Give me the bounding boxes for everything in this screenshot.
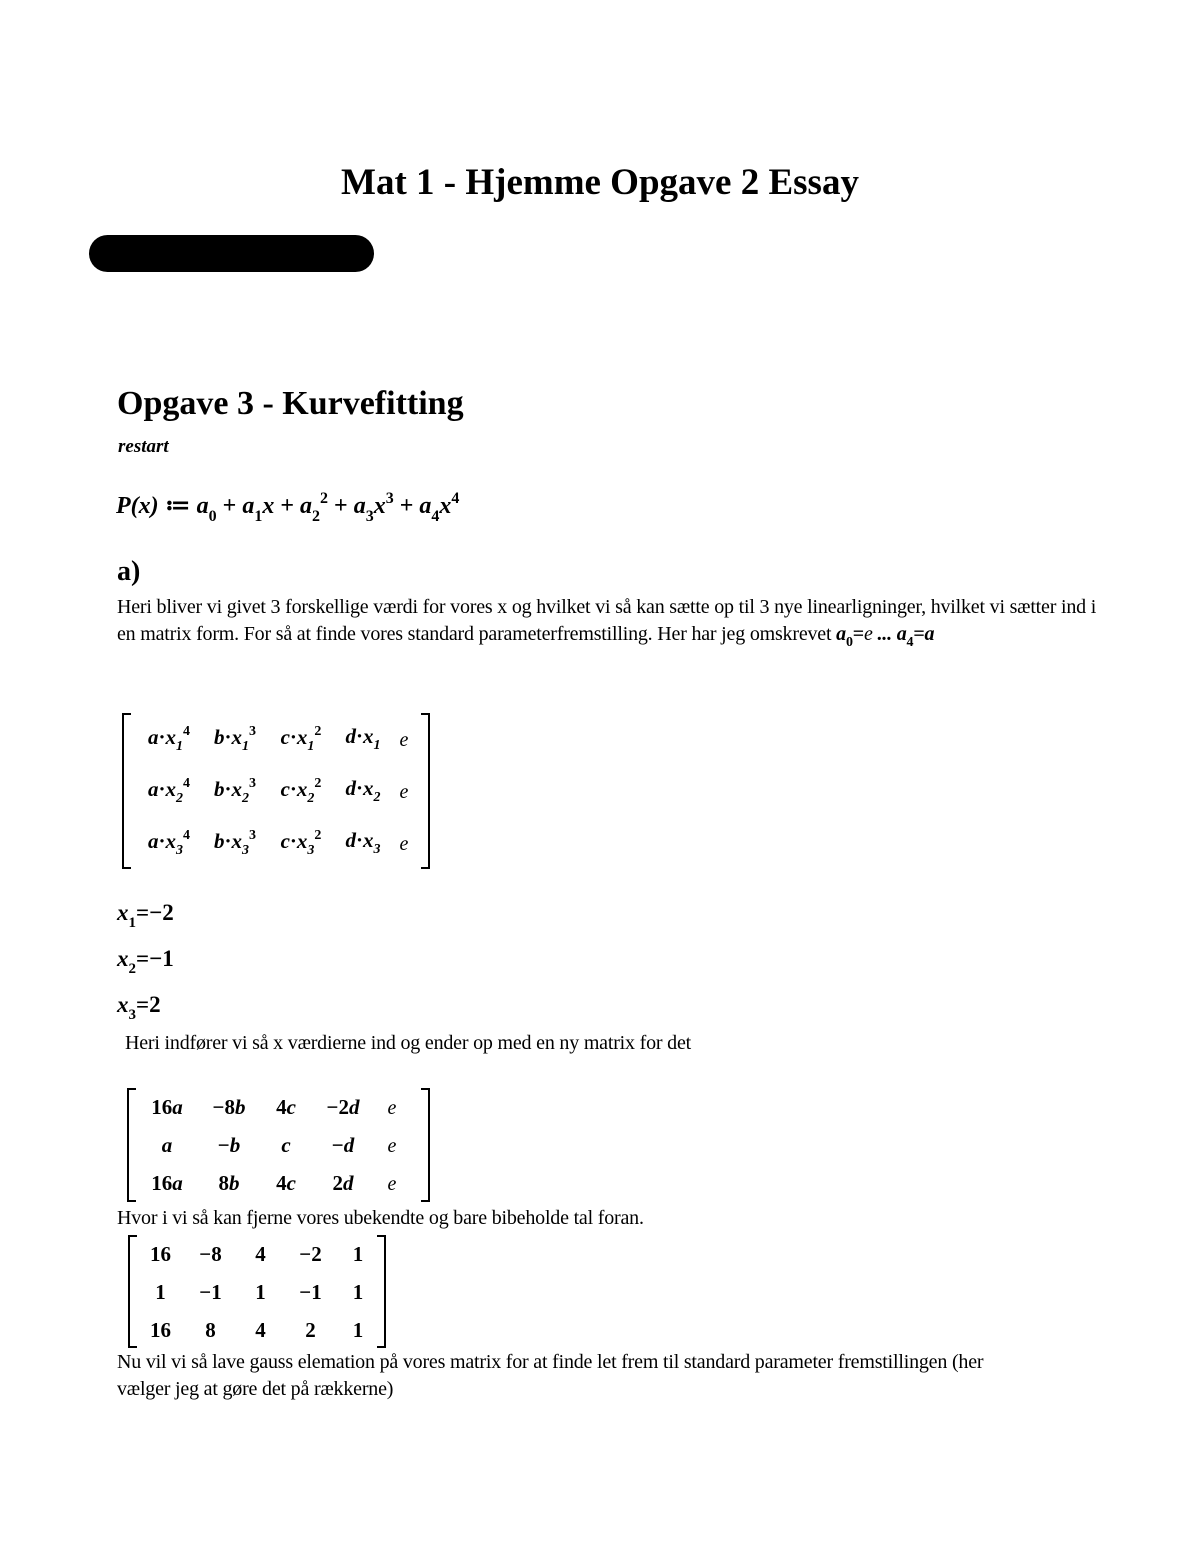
x-index: 2 bbox=[307, 790, 315, 806]
numeric-matrix bbox=[128, 1235, 386, 1348]
x-sub: 1 bbox=[128, 915, 136, 931]
inline-var: e bbox=[863, 623, 873, 645]
matrix-cell bbox=[345, 724, 380, 754]
var-x: x bbox=[439, 493, 452, 519]
x-index: 1 bbox=[307, 738, 315, 754]
x-index: 3 bbox=[242, 842, 249, 858]
unknown-var: b bbox=[229, 1132, 241, 1157]
var-x: x bbox=[363, 776, 374, 800]
unknown-var: b bbox=[234, 1094, 246, 1119]
matrix-cell bbox=[388, 1171, 397, 1196]
matrix-cell bbox=[219, 1171, 240, 1196]
coefficient: −8 bbox=[212, 1094, 235, 1119]
paragraph-substitution: Heri indfører vi så x værdierne ind og ender op med en ny matrix for det bbox=[125, 1032, 691, 1054]
matrix-cell: 16 bbox=[150, 1317, 171, 1342]
coef-var: d bbox=[345, 724, 356, 748]
dot-op: · bbox=[158, 776, 166, 801]
dot-op: · bbox=[224, 828, 232, 853]
matrix-cell: −2 bbox=[299, 1241, 322, 1266]
subscript: 0 bbox=[208, 508, 217, 525]
matrix-cell bbox=[148, 724, 190, 755]
matrix-cell bbox=[388, 1133, 397, 1158]
matrix-cell: −1 bbox=[199, 1279, 222, 1304]
left-bracket bbox=[122, 713, 131, 869]
inline-eq: = bbox=[913, 623, 925, 645]
matrix-cell bbox=[281, 1133, 290, 1158]
x-sub: 2 bbox=[128, 961, 136, 977]
paragraph-remove-unknowns: Hvor i vi så kan fjerne vores ubekendte og bare bibeholde tal foran. bbox=[117, 1207, 644, 1229]
x-value-row bbox=[117, 895, 174, 941]
unknown-var: e bbox=[387, 1134, 397, 1157]
unknown-var: e bbox=[387, 1172, 397, 1195]
x-values bbox=[117, 895, 174, 1033]
numeric-matrix-grid bbox=[138, 1235, 376, 1348]
coefficient: − bbox=[331, 1132, 344, 1157]
x-sub: 3 bbox=[128, 1007, 136, 1023]
coefficient: 4 bbox=[276, 1170, 287, 1195]
coef-var: e bbox=[399, 780, 409, 803]
x-var: x bbox=[117, 946, 129, 971]
left-bracket bbox=[128, 1235, 137, 1348]
unknown-var: d bbox=[348, 1094, 360, 1119]
x-index: 3 bbox=[307, 842, 315, 858]
subscript: 4 bbox=[431, 508, 440, 525]
x-index: 2 bbox=[242, 790, 249, 806]
matrix-cell bbox=[345, 828, 380, 858]
plus-sign: + bbox=[280, 493, 294, 519]
substituted-matrix-grid bbox=[137, 1088, 420, 1202]
coef-a: a bbox=[419, 493, 432, 519]
superscript: 2 bbox=[320, 490, 328, 507]
coef-var: c bbox=[280, 776, 290, 801]
coef-var: d bbox=[345, 828, 356, 852]
symbolic-matrix-grid bbox=[136, 713, 416, 869]
paragraph-intro bbox=[117, 594, 1117, 656]
substituted-matrix bbox=[127, 1088, 430, 1202]
dot-op: · bbox=[289, 776, 297, 801]
matrix-cell bbox=[327, 1095, 360, 1120]
coef-var: a bbox=[147, 828, 159, 853]
matrix-cell: −1 bbox=[299, 1279, 322, 1304]
inline-dots: ... bbox=[877, 623, 892, 645]
x-index: 2 bbox=[176, 790, 183, 806]
symbolic-matrix bbox=[122, 713, 430, 869]
right-bracket bbox=[377, 1235, 386, 1348]
matrix-cell bbox=[388, 1095, 397, 1120]
var-x: x bbox=[296, 724, 308, 749]
matrix-cell bbox=[213, 1095, 246, 1120]
superscript: 4 bbox=[451, 490, 460, 507]
coef-var: b bbox=[213, 724, 225, 749]
restart-command: restart bbox=[118, 436, 169, 457]
redacted-author-name bbox=[89, 235, 374, 272]
coefficient: − bbox=[217, 1132, 230, 1157]
matrix-cell bbox=[214, 724, 256, 755]
x-value: =2 bbox=[136, 992, 161, 1017]
unknown-var: a bbox=[161, 1132, 173, 1157]
power: 3 bbox=[249, 827, 256, 843]
matrix-cell bbox=[345, 776, 380, 806]
coef-a: a bbox=[196, 493, 209, 519]
dot-op: · bbox=[224, 724, 232, 749]
inline-var: a bbox=[836, 623, 846, 645]
var-x: x bbox=[363, 724, 374, 748]
subscript: 1 bbox=[254, 508, 263, 525]
var-x: x bbox=[363, 828, 374, 852]
x-value: =−2 bbox=[136, 900, 174, 925]
x-value: =−1 bbox=[136, 946, 174, 971]
inline-sub: 4 bbox=[906, 635, 914, 650]
matrix-cell bbox=[214, 828, 256, 859]
matrix-cell bbox=[281, 828, 322, 859]
paragraph-intro-text: Heri bliver vi givet 3 forskellige værdi for vores x og hvilket vi så kan sætte op til 3 nye linearligninger, hvilket vi sætter ind i en matrix form. For så at finde vores standard parameterfremstilling. Her har jeg omskrevet bbox=[117, 596, 1097, 645]
assign-symbol: ≔ bbox=[164, 493, 191, 519]
plus-sign: + bbox=[399, 493, 414, 519]
matrix-cell bbox=[214, 776, 256, 807]
inline-sub: 0 bbox=[845, 635, 853, 650]
x-index: 1 bbox=[176, 738, 183, 754]
var-x: x bbox=[373, 493, 386, 519]
paragraph-gauss: Nu vil vi så lave gauss elemation på vores matrix for at finde let frem til standard parameter fremstillingen (her vælger jeg at gøre det på rækkerne) bbox=[117, 1351, 984, 1400]
unknown-var: c bbox=[286, 1094, 296, 1119]
x-value-row bbox=[117, 987, 174, 1033]
matrix-cell bbox=[162, 1133, 173, 1158]
inline-var: a bbox=[896, 623, 907, 645]
var-x: x bbox=[231, 724, 242, 749]
dot-op: · bbox=[355, 828, 363, 852]
x-index: 1 bbox=[373, 738, 381, 753]
coef-var: c bbox=[280, 724, 290, 749]
power: 2 bbox=[314, 723, 322, 739]
right-bracket bbox=[421, 1088, 430, 1202]
dot-op: · bbox=[158, 724, 166, 749]
matrix-cell bbox=[276, 1171, 296, 1196]
coefficient: 8 bbox=[218, 1170, 229, 1195]
coefficient: 2 bbox=[332, 1170, 343, 1195]
dot-op: · bbox=[355, 776, 363, 800]
plus-sign: + bbox=[222, 493, 237, 519]
matrix-cell bbox=[400, 727, 409, 752]
power: 4 bbox=[183, 775, 190, 791]
matrix-cell bbox=[151, 1171, 183, 1196]
matrix-cell bbox=[151, 1095, 183, 1120]
matrix-cell bbox=[400, 779, 409, 804]
matrix-cell: 8 bbox=[205, 1317, 216, 1342]
matrix-cell: 1 bbox=[352, 1317, 364, 1342]
coef-var: b bbox=[213, 828, 225, 853]
x-value-row bbox=[117, 941, 174, 987]
subscript: 2 bbox=[312, 508, 320, 525]
inline-eq: = bbox=[852, 623, 864, 645]
coefficient: 4 bbox=[276, 1094, 287, 1119]
var-x: x bbox=[296, 776, 308, 801]
coef-var: e bbox=[399, 832, 409, 855]
var-x: x bbox=[165, 776, 176, 801]
dot-op: · bbox=[355, 724, 363, 748]
power: 2 bbox=[314, 775, 322, 791]
coef-var: a bbox=[147, 776, 159, 801]
dot-op: · bbox=[158, 828, 166, 853]
plus-sign: + bbox=[334, 493, 348, 519]
inline-math bbox=[836, 623, 935, 650]
poly-lhs: P(x) bbox=[116, 493, 159, 519]
coefficient: 16 bbox=[151, 1170, 173, 1195]
matrix-cell: 2 bbox=[305, 1317, 316, 1342]
coef-var: b bbox=[213, 776, 225, 801]
matrix-cell: −8 bbox=[199, 1241, 222, 1266]
dot-op: · bbox=[224, 776, 232, 801]
matrix-cell: 1 bbox=[155, 1279, 166, 1304]
var-x: x bbox=[262, 493, 275, 519]
matrix-cell bbox=[400, 831, 409, 856]
coefficient: −2 bbox=[326, 1094, 349, 1119]
power: 3 bbox=[249, 723, 256, 739]
matrix-cell: 4 bbox=[255, 1317, 266, 1342]
matrix-cell: 16 bbox=[150, 1241, 171, 1266]
coef-a: a bbox=[242, 493, 255, 519]
matrix-cell bbox=[148, 776, 190, 807]
power: 2 bbox=[314, 827, 322, 843]
dot-op: · bbox=[289, 724, 297, 749]
document-title: Mat 1 - Hjemme Opgave 2 Essay bbox=[341, 162, 859, 203]
unknown-var: d bbox=[343, 1132, 355, 1157]
x-index: 3 bbox=[373, 842, 381, 857]
matrix-cell: 1 bbox=[352, 1241, 364, 1266]
polynomial-definition bbox=[116, 490, 459, 526]
subsection-a-heading: a) bbox=[117, 556, 141, 587]
matrix-cell bbox=[281, 776, 322, 807]
power: 4 bbox=[183, 723, 190, 739]
inline-var: a bbox=[924, 623, 935, 645]
matrix-cell bbox=[218, 1133, 240, 1158]
coef-var: e bbox=[399, 728, 409, 751]
subscript: 3 bbox=[365, 508, 374, 525]
coef-var: a bbox=[147, 724, 159, 749]
right-bracket bbox=[421, 713, 430, 869]
var-x: x bbox=[231, 828, 242, 853]
dot-op: · bbox=[289, 828, 297, 853]
unknown-var: c bbox=[281, 1132, 291, 1157]
matrix-cell bbox=[332, 1133, 354, 1158]
coef-var: d bbox=[345, 776, 356, 800]
matrix-cell: 1 bbox=[352, 1279, 364, 1304]
var-x: x bbox=[296, 828, 308, 853]
left-bracket bbox=[127, 1088, 136, 1202]
x-var: x bbox=[117, 900, 129, 925]
x-index: 2 bbox=[373, 790, 381, 805]
matrix-cell: 1 bbox=[255, 1279, 266, 1304]
var-x: x bbox=[165, 724, 176, 749]
power: 3 bbox=[249, 775, 256, 791]
unknown-var: b bbox=[229, 1170, 240, 1195]
coef-var: c bbox=[280, 828, 290, 853]
power: 4 bbox=[183, 827, 190, 843]
superscript: 3 bbox=[385, 490, 394, 507]
var-x: x bbox=[231, 776, 242, 801]
unknown-var: a bbox=[172, 1094, 183, 1119]
unknown-var: c bbox=[286, 1170, 296, 1195]
unknown-var: d bbox=[343, 1170, 354, 1195]
matrix-cell: 4 bbox=[255, 1241, 266, 1266]
matrix-cell bbox=[148, 828, 190, 859]
x-var: x bbox=[117, 992, 129, 1017]
matrix-cell bbox=[276, 1095, 296, 1120]
matrix-cell bbox=[333, 1171, 354, 1196]
x-index: 1 bbox=[242, 738, 249, 754]
unknown-var: a bbox=[172, 1170, 183, 1195]
matrix-cell bbox=[281, 724, 322, 755]
unknown-var: e bbox=[387, 1096, 397, 1119]
coef-a: a bbox=[300, 493, 312, 519]
var-x: x bbox=[165, 828, 176, 853]
coefficient: 16 bbox=[151, 1094, 173, 1119]
coef-a: a bbox=[353, 493, 366, 519]
x-index: 3 bbox=[176, 842, 183, 858]
section-heading: Opgave 3 - Kurvefitting bbox=[117, 385, 464, 422]
